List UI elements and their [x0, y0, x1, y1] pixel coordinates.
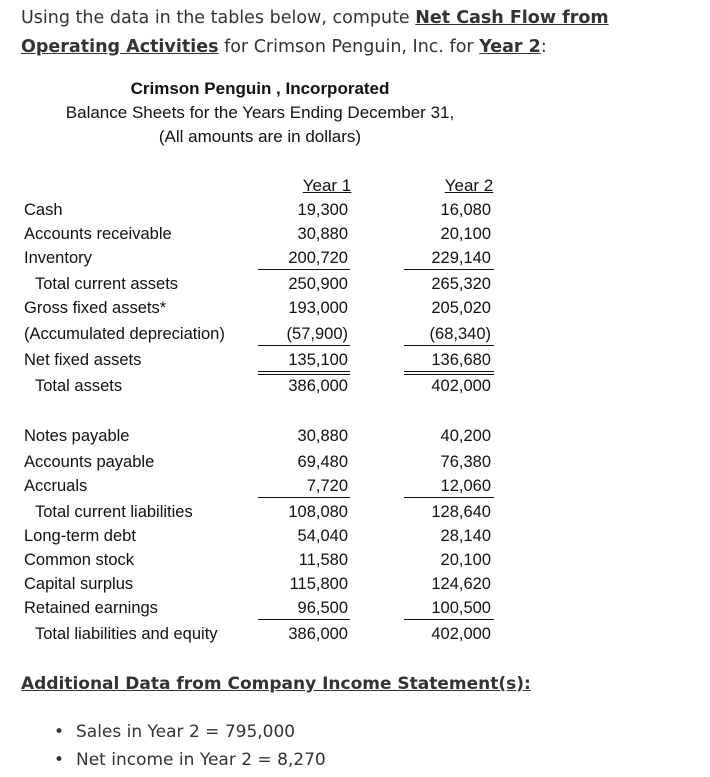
list-item: • Sales in Year 2 = 795,000	[52, 718, 326, 746]
row-label: Inventory	[24, 249, 92, 267]
table-row	[0, 451, 710, 473]
row-label: Retained earnings	[24, 599, 158, 617]
year2-value: 12,060	[440, 477, 491, 495]
table-row	[0, 297, 710, 319]
additional-data-list	[52, 718, 326, 774]
list-item: • Net income in Year 2 = 8,270	[52, 746, 326, 774]
year1-value: 250,900	[288, 275, 348, 293]
year1-value: 19,300	[297, 201, 348, 219]
row-label: Common stock	[24, 551, 135, 569]
row-label: Total liabilities and equity	[35, 625, 218, 643]
row-label: Total current liabilities	[35, 503, 193, 521]
table-row	[0, 199, 710, 221]
row-label: Accounts payable	[24, 453, 155, 471]
year1-value: 193,000	[288, 299, 348, 317]
row-label: Gross fixed assets*	[24, 299, 167, 317]
row-label: Long-term debt	[24, 527, 136, 545]
year2-value: 20,100	[440, 551, 491, 569]
year2-value: 128,640	[431, 503, 491, 521]
row-label: Capital surplus	[24, 575, 134, 593]
year2-value: 229,140	[431, 249, 491, 267]
year2-value: 402,000	[431, 377, 491, 395]
year1-value: 96,500	[297, 599, 348, 617]
amount-note: (All amounts are in dollars)	[158, 127, 362, 146]
table-row	[0, 573, 710, 595]
table-row	[0, 501, 710, 523]
year2-value: 265,320	[431, 275, 491, 293]
table-row	[0, 323, 710, 345]
year1-value: 386,000	[288, 625, 348, 643]
table-row	[0, 597, 710, 619]
subtotal-rule	[258, 269, 350, 270]
year1-value: 54,040	[297, 527, 348, 545]
year1-value: 115,800	[289, 575, 348, 593]
subtotal-rule	[404, 345, 494, 346]
table-row	[0, 349, 710, 371]
table-row	[0, 223, 710, 245]
year1-value: 108,080	[288, 503, 348, 521]
subtotal-rule	[404, 269, 494, 270]
subtotal-rule	[258, 345, 350, 346]
question-emphasis: Net Cash Flow from Operating Activities	[21, 8, 609, 57]
table-row	[0, 549, 710, 571]
year2-value: (68,340)	[429, 325, 491, 343]
table-row	[0, 475, 710, 497]
subtotal-rule	[258, 619, 350, 620]
year2-value: 76,380	[440, 453, 491, 471]
question-part: :	[540, 37, 547, 57]
row-label: Accruals	[24, 477, 88, 495]
row-label: (Accumulated depreciation)	[24, 325, 225, 343]
subtotal-rule	[404, 371, 494, 372]
year1-value: 30,880	[297, 225, 348, 243]
row-label: Net fixed assets	[24, 351, 142, 369]
year1-value: (57,900)	[286, 325, 348, 343]
year2-value: 205,020	[431, 299, 491, 317]
subtotal-rule	[404, 619, 494, 620]
year1-value: 386,000	[288, 377, 348, 395]
year2-value: 136,680	[431, 351, 491, 369]
table-row	[0, 375, 710, 397]
row-label: Accounts receivable	[24, 225, 172, 243]
year1-value: 200,720	[288, 249, 348, 267]
year2-value: 124,620	[431, 575, 491, 593]
year1-header: Year 1	[302, 176, 352, 195]
table-row	[0, 247, 710, 269]
year1-value: 7,720	[306, 477, 348, 495]
table-row	[0, 525, 710, 547]
year2-header: Year 2	[444, 176, 494, 195]
year2-value: 28,140	[440, 527, 491, 545]
question-emphasis: Year 2	[479, 37, 541, 57]
year2-value: 40,200	[440, 427, 491, 445]
year2-value: 16,080	[440, 201, 491, 219]
question-part: for Crimson Penguin, Inc. for	[218, 37, 480, 57]
year2-value: 100,500	[431, 599, 491, 617]
table-row	[0, 425, 710, 447]
sheet-subtitle: Balance Sheets for the Years Ending December 31,	[65, 103, 455, 122]
year1-value: 135,100	[288, 351, 348, 369]
additional-data-title: Additional Data from Company Income Statement(s):	[21, 674, 531, 694]
year1-value: 30,880	[297, 427, 348, 445]
row-label: Cash	[24, 201, 63, 219]
question-part: Using the data in the tables below, compute	[21, 8, 416, 28]
table-row	[0, 273, 710, 295]
row-label: Notes payable	[24, 427, 130, 445]
company-name: Crimson Penguin , Incorporated	[130, 79, 390, 98]
subtotal-rule	[258, 371, 350, 372]
table-row	[0, 623, 710, 645]
year1-value: 11,580	[298, 551, 348, 569]
year1-value: 69,480	[297, 453, 348, 471]
subtotal-rule	[404, 497, 494, 498]
row-label: Total current assets	[35, 275, 179, 293]
year2-value: 20,100	[440, 225, 491, 243]
year2-value: 402,000	[431, 625, 491, 643]
subtotal-rule	[258, 497, 350, 498]
row-label: Total assets	[35, 377, 123, 395]
